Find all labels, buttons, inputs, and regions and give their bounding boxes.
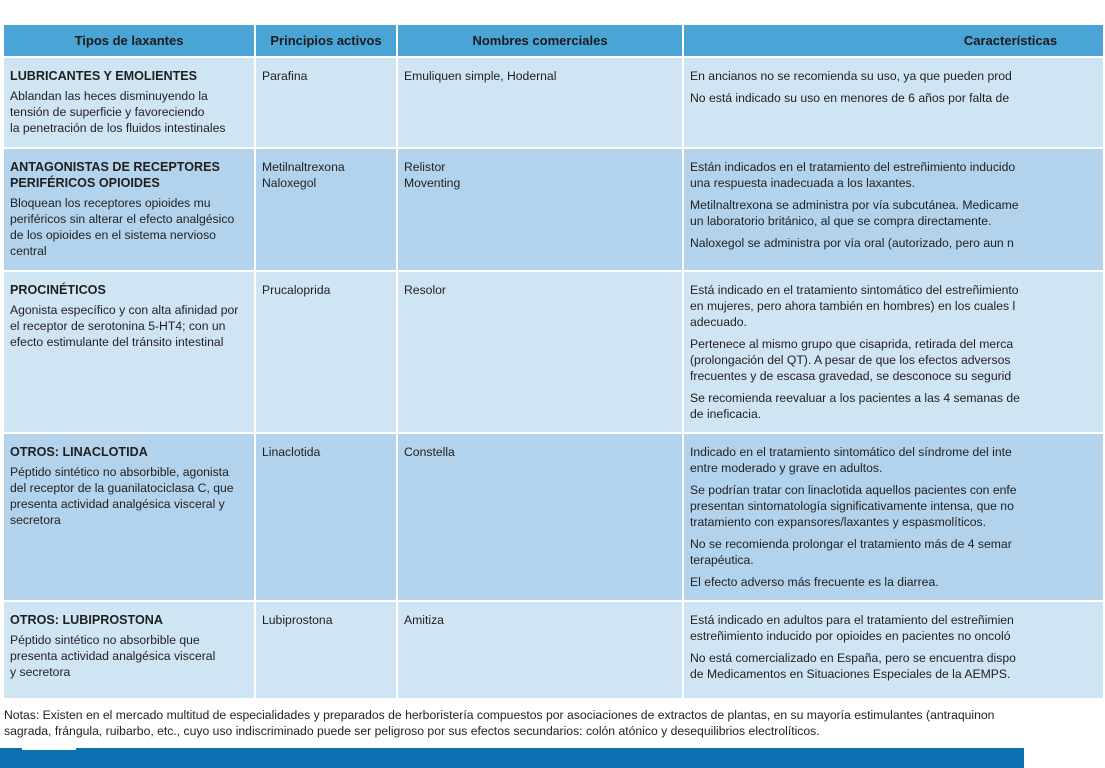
feature-line: una respuesta inadecuada a los laxantes. [690, 176, 915, 190]
actives-cell [255, 433, 397, 601]
description-line: Ablandan las heces disminuyendo la [10, 89, 208, 103]
table-row [4, 433, 1104, 601]
category-title: LUBRICANTES Y EMOLIENTES [10, 69, 198, 83]
brands-cell [397, 433, 683, 601]
active-ingredient: Metilnaltrexona [262, 160, 345, 174]
features-cell [683, 601, 1104, 698]
description-line: del receptor de la guanilatociclasa C, que [10, 481, 234, 495]
feature-paragraph [690, 482, 1097, 530]
brand-name: Constella [404, 445, 455, 459]
feature-line: Está indicado en adultos para el tratamiento del estreñimien [690, 613, 1014, 627]
actives-cell [255, 601, 397, 698]
laxatives-table-container [4, 25, 1104, 698]
description-line: presenta actividad analgésica visceral [10, 649, 216, 663]
feature-line: En ancianos no se recomienda su uso, ya que pueden prod [690, 69, 1012, 83]
category-title: OTROS: LUBIPROSTONA [10, 613, 163, 627]
category-description [10, 88, 248, 136]
feature-line: Están indicados en el tratamiento del estreñimiento inducido [690, 160, 1016, 174]
header-caracteristicas: Características [683, 25, 1104, 57]
features-cell [683, 433, 1104, 601]
active-ingredient: Prucaloprida [262, 283, 331, 297]
feature-paragraph [690, 612, 1097, 644]
brand-name: Amitiza [404, 613, 444, 627]
active-ingredient: Linaclotida [262, 445, 321, 459]
table-row [4, 601, 1104, 698]
feature-line: tratamiento con expansores/laxantes y espasmolíticos. [690, 515, 987, 529]
active-ingredient: Naloxegol [262, 176, 317, 190]
feature-line: Está indicado en el tratamiento sintomático del estreñimiento [690, 283, 1019, 297]
feature-line: Metilnaltrexona se administra por vía subcutánea. Medicame [690, 198, 1019, 212]
description-line: presenta actividad analgésica visceral y [10, 497, 225, 511]
feature-paragraph [690, 336, 1097, 384]
description-line: periféricos sin alterar el efecto analgésico [10, 212, 235, 226]
footer-tab-marker [22, 744, 76, 750]
feature-paragraph [690, 90, 1097, 106]
header-tipos: Tipos de laxantes [4, 25, 255, 57]
brand-name: Relistor [404, 160, 446, 174]
table-row [4, 57, 1104, 148]
table-notes [4, 707, 1104, 739]
feature-line: de ineficacia. [690, 407, 762, 421]
feature-paragraph [690, 444, 1097, 476]
active-ingredient: Lubiprostona [262, 613, 333, 627]
feature-line: presentan sintomatología significativamente intensa, que no [690, 499, 1014, 513]
table-header-row [4, 25, 1104, 57]
brands-cell [397, 148, 683, 271]
table-row [4, 148, 1104, 271]
type-cell [4, 601, 255, 698]
header-nombres: Nombres comerciales [397, 25, 683, 57]
feature-line: No se recomienda prolongar el tratamiento más de 4 semar [690, 537, 1012, 551]
category-description [10, 464, 248, 528]
header-principios: Principios activos [255, 25, 397, 57]
feature-paragraph [690, 650, 1097, 682]
brand-name: Moventing [404, 176, 461, 190]
description-line: la penetración de los fluidos intestinales [10, 121, 226, 135]
actives-cell [255, 271, 397, 433]
feature-line: (prolongación del QT). A pesar de que los efectos adversos [690, 353, 1011, 367]
brand-name: Resolor [404, 283, 446, 297]
active-ingredient: Parafina [262, 69, 308, 83]
description-line: Péptido sintético no absorbible, agonista [10, 465, 229, 479]
feature-line: en mujeres, pero ahora también en hombres) en los cuales l [690, 299, 1016, 313]
type-cell [4, 433, 255, 601]
actives-cell [255, 148, 397, 271]
feature-line: de Medicamentos en Situaciones Especiales de la AEMPS. [690, 667, 1011, 681]
notes-line: sagrada, frángula, ruibarbo, etc., cuyo uso indiscriminado puede ser peligroso por sus efectos secundarios: colón atónico y desequilibrios electrolíticos. [4, 724, 820, 738]
description-line: Péptido sintético no absorbible que [10, 633, 200, 647]
feature-line: Naloxegol se administra por vía oral (autorizado, pero aun n [690, 236, 1014, 250]
type-cell [4, 271, 255, 433]
laxatives-table [4, 25, 1105, 698]
description-line: central [10, 244, 47, 258]
feature-line: adecuado. [690, 315, 747, 329]
brands-cell [397, 271, 683, 433]
features-cell [683, 148, 1104, 271]
feature-paragraph [690, 574, 1097, 590]
description-line: el receptor de serotonina 5-HT4; con un [10, 319, 226, 333]
description-line: de los opioides en el sistema nervioso [10, 228, 216, 242]
feature-line: un laboratorio británico, al que se compra directamente. [690, 214, 992, 228]
features-cell [683, 57, 1104, 148]
feature-line: El efecto adverso más frecuente es la diarrea. [690, 575, 939, 589]
category-title: PROCINÉTICOS [10, 283, 106, 297]
category-description [10, 302, 248, 350]
feature-paragraph [690, 159, 1097, 191]
brands-cell [397, 601, 683, 698]
feature-paragraph [690, 197, 1097, 229]
brand-name: Emuliquen simple, Hodernal [404, 69, 557, 83]
feature-paragraph [690, 390, 1097, 422]
actives-cell [255, 57, 397, 148]
description-line: Agonista específico y con alta afinidad por [10, 303, 239, 317]
feature-paragraph [690, 536, 1097, 568]
feature-line: entre moderado y grave en adultos. [690, 461, 883, 475]
feature-line: Pertenece al mismo grupo que cisaprida, retirada del merca [690, 337, 1014, 351]
feature-paragraph [690, 282, 1097, 330]
category-description [10, 195, 248, 259]
feature-paragraph [690, 68, 1097, 84]
footer-band [0, 748, 1024, 768]
description-line: Bloquean los receptores opioides mu [10, 196, 211, 210]
table-row [4, 271, 1104, 433]
description-line: efecto estimulante del tránsito intestinal [10, 335, 224, 349]
description-line: y secretora [10, 665, 71, 679]
feature-line: estreñimiento inducido por opioides en pacientes no oncoló [690, 629, 1011, 643]
feature-line: Indicado en el tratamiento sintomático del síndrome del inte [690, 445, 1012, 459]
feature-line: terapéutica. [690, 553, 754, 567]
feature-line: frecuentes y de escasa gravedad, se desconoce su segurid [690, 369, 1012, 383]
feature-paragraph [690, 235, 1097, 251]
category-title-line: ANTAGONISTAS DE RECEPTORES [10, 160, 220, 174]
features-cell [683, 271, 1104, 433]
feature-line: No está comercializado en España, pero se encuentra dispo [690, 651, 1016, 665]
description-line: tensión de superficie y favoreciendo [10, 105, 205, 119]
type-cell [4, 57, 255, 148]
category-title [10, 159, 248, 191]
category-title: OTROS: LINACLOTIDA [10, 445, 148, 459]
type-cell [4, 148, 255, 271]
feature-line: Se podrían tratar con linaclotida aquellos pacientes con enfe [690, 483, 1017, 497]
brands-cell [397, 57, 683, 148]
feature-line: No está indicado su uso en menores de 6 años por falta de [690, 91, 1010, 105]
feature-line: Se recomienda reevaluar a los pacientes a las 4 semanas de [690, 391, 1020, 405]
notes-line: Notas: Existen en el mercado multitud de especialidades y preparados de herboristería compuestos por asociaciones de extractos de plantas, en su mayoría estimulantes (antraquinon [4, 708, 995, 722]
category-title-line: PERIFÉRICOS OPIOIDES [10, 176, 160, 190]
category-description [10, 632, 248, 680]
description-line: secretora [10, 513, 61, 527]
